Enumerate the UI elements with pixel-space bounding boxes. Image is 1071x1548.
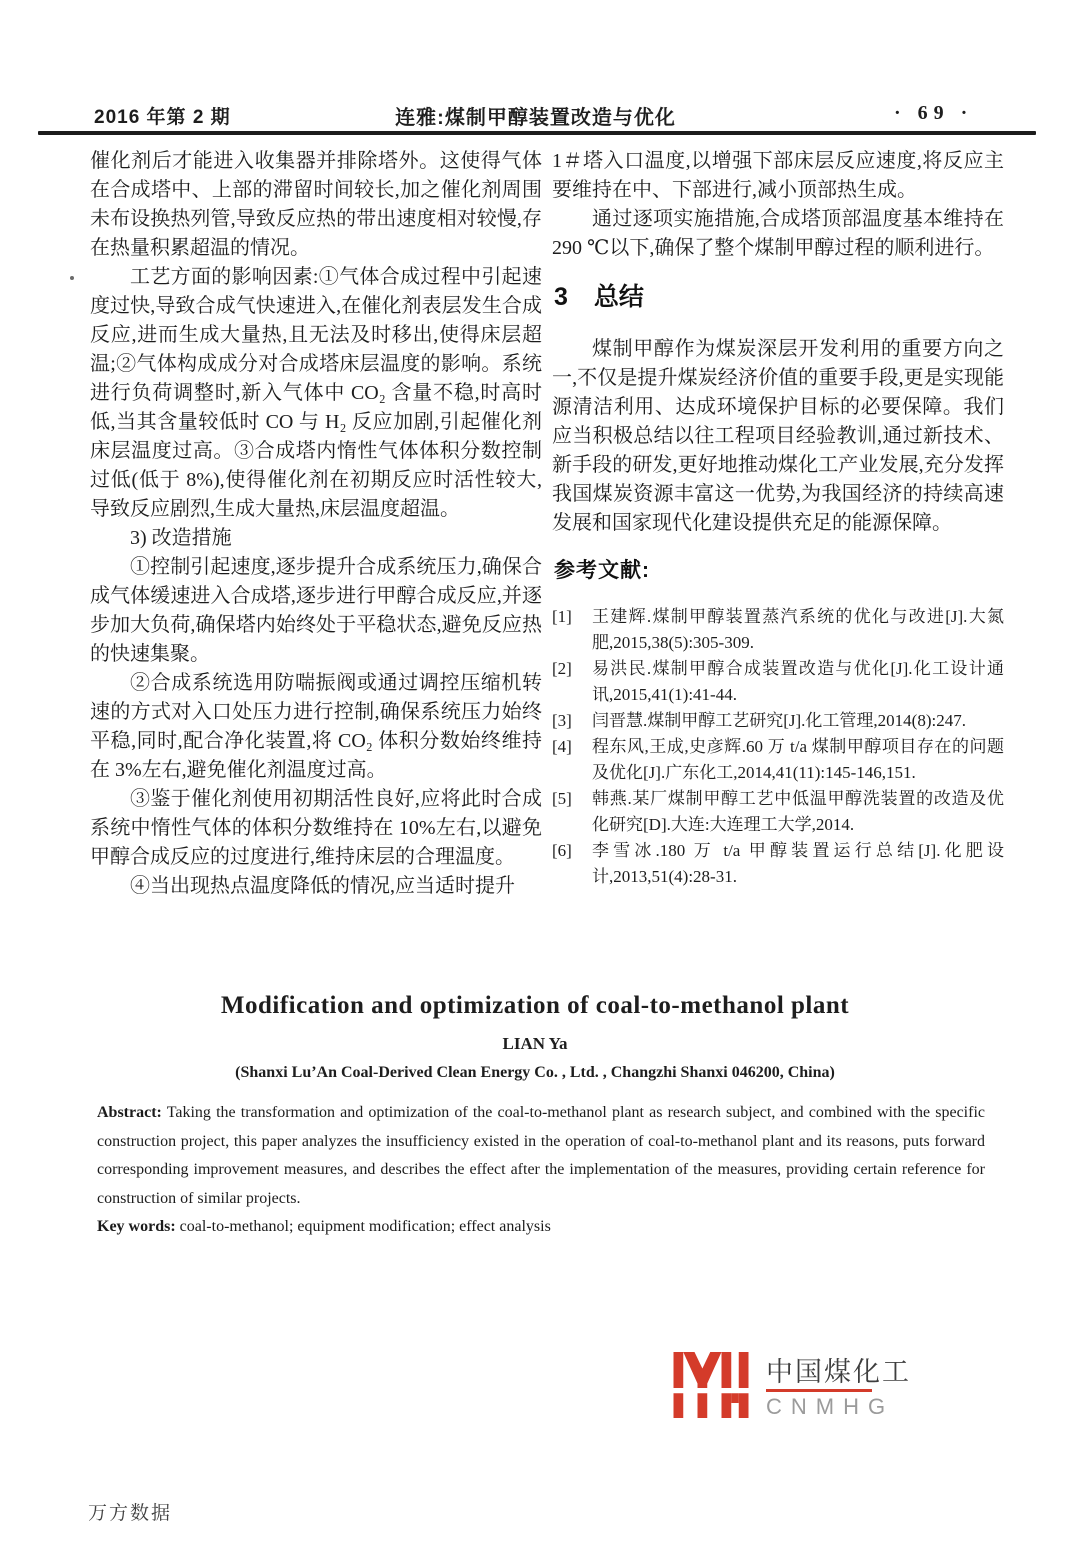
reference-label: [6] — [552, 841, 572, 860]
references-heading: 参考文献: — [554, 559, 650, 582]
reference-label: [3] — [552, 711, 572, 730]
reference-item — [552, 604, 1004, 656]
reference-label: [4] — [552, 737, 572, 756]
body-paragraph: 1＃塔入口温度,以增强下部床层反应速度,将反应主要维持在中、下部进行,减小顶部热生成。 — [552, 150, 1004, 201]
english-affiliation: (Shanxi Lu’An Coal-Derived Clean Energy Co. , Ltd. , Changzhi Shanxi 046200, China) — [235, 1064, 835, 1081]
reference-label: [1] — [552, 607, 572, 626]
section-number: 3 — [554, 283, 568, 311]
keywords-label: Key words: — [97, 1218, 176, 1235]
summary-paragraph: 煤制甲醇作为煤炭深层开发利用的重要方向之一,不仅是提升煤炭经济价值的重要手段,更是实现能源清洁利用、达成环境保护目标的必要保障。我们应当积极总结以往工程项目经验教训,通过新技术、新手段的研发,更好地推动煤化工产业发展,充分发挥我国煤炭资源丰富这一优势,为我国经济的持续高速发展和国家现代化建设提供充足的能源保障。 — [552, 338, 1004, 534]
header-page-number: · 69 · — [894, 102, 974, 124]
scan-speck — [70, 276, 74, 280]
reference-label: [5] — [552, 789, 572, 808]
header-running-title: 连雅:煤制甲醇装置改造与优化 — [395, 107, 676, 129]
logo-text-column — [766, 1352, 911, 1420]
references-list — [552, 604, 1004, 890]
reference-text: 李雪冰.180 万 t/a 甲醇装置运行总结[J].化肥设计,2013,51(4):28-31. — [592, 841, 1004, 886]
body-paragraph: ①控制引起速度,逐步提升合成系统压力,确保合成气体缓速进入合成塔,逐步进行甲醇合成反应,并逐步加大负荷,确保塔内始终处于平稳状态,避免反应热的快速集聚。 — [90, 556, 542, 665]
body-paragraph: ②合成系统选用防喘振阀或通过调控压缩机转速的方式对入口处压力进行控制,确保系统压力始终平稳,同时,配合净化装置,将 CO₂ 体积分数始终维持在 3%左右,避免催化剂温度过高。 — [90, 672, 542, 781]
reference-item — [552, 708, 1004, 734]
reference-text: 程东风,王成,史彦辉.60 万 t/a 煤制甲醇项目存在的问题及优化[J].广东化工,2014,41(11):145-146,151. — [592, 737, 1004, 782]
logo-en-text: CNMHG — [766, 1394, 895, 1419]
keywords-line — [97, 1213, 985, 1242]
cnmhg-logo-icon — [670, 1352, 752, 1418]
logo-cn-text: 中国煤化工 — [766, 1357, 911, 1387]
wanfang-watermark: 万方数据 — [88, 1503, 173, 1524]
abstract-block — [97, 1099, 985, 1242]
reference-text: 韩燕.某厂煤制甲醇工艺中低温甲醇洗装置的改造及优化研究[D].大连:大连理工大学,2014. — [592, 789, 1004, 834]
reference-item — [552, 786, 1004, 838]
left-column — [90, 147, 542, 901]
reference-label: [2] — [552, 659, 572, 678]
keywords-text: coal-to-methanol; equipment modification; effect analysis — [175, 1218, 551, 1235]
right-column — [552, 147, 1004, 890]
logo-red-rule — [766, 1389, 872, 1392]
section-heading-summary — [554, 277, 1004, 313]
body-paragraph: 3) 改造措施 — [130, 527, 232, 549]
english-author: LIAN Ya — [502, 1034, 568, 1053]
body-paragraph: 催化剂后才能进入收集器并排除塔外。这使得气体在合成塔中、上部的滞留时间较长,加之催化剂周围未布设换热列管,导致反应热的带出速度相对较慢,存在热量积累超温的情况。 — [90, 150, 542, 259]
reference-item — [552, 656, 1004, 708]
abstract-paragraph — [97, 1099, 985, 1213]
body-paragraph: ③鉴于催化剂使用初期活性良好,应将此时合成系统中惰性气体的体积分数维持在 10%左右,以避免甲醇合成反应的过度进行,维持床层的合理温度。 — [90, 788, 542, 868]
abstract-text: Taking the transformation and optimization of the coal-to-methanol plant as research subject, and combined with the specific construction project, this paper analyzes the insufficiency existed in the operation of coal-to-methanol plant and its reasons, puts forward corresponding improvement measures, and describes the effect after the implementation of the measures, providing certain reference for construction of similar projects. — [97, 1104, 985, 1207]
body-paragraph: 工艺方面的影响因素:①气体合成过程中引起速度过快,导致合成气快速进入,在催化剂表层发生合成反应,进而生成大量热,且无法及时移出,使得床层超温;②气体构成成分对合成塔床层温度的影响。系统进行负荷调整时,新入气体中 CO₂ 含量不稳,时高时低,当其含量较低时 CO 与 H₂ 反应加剧,引起催化剂床层温度过高。③合成塔内惰性气体体积分数控制过低(低于 8%),使得催化剂在初期反应时活性较大,导致反应剧烈,生成大量热,床层温度超温。 — [90, 266, 542, 520]
reference-item — [552, 734, 1004, 786]
reference-text: 闫晋慧.煤制甲醇工艺研究[J].化工管理,2014(8):247. — [592, 711, 966, 730]
english-section — [60, 992, 1010, 1082]
body-paragraph: 通过逐项实施措施,合成塔顶部温度基本维持在 290 ℃以下,确保了整个煤制甲醇过程的顺利进行。 — [552, 208, 1004, 259]
reference-text: 易洪民.煤制甲醇合成装置改造与优化[J].化工设计通讯,2015,41(1):41-44. — [592, 659, 1004, 704]
header-issue: 2016 年第 2 期 — [94, 107, 231, 128]
section-title: 总结 — [593, 283, 644, 311]
abstract-label: Abstract: — [97, 1104, 162, 1121]
publisher-logo — [670, 1352, 911, 1420]
header-rule — [38, 131, 1036, 135]
reference-text: 王建辉.煤制甲醇装置蒸汽系统的优化与改进[J].大氮肥,2015,38(5):305-309. — [592, 607, 1004, 652]
body-paragraph: ④当出现热点温度降低的情况,应当适时提升 — [130, 875, 515, 897]
reference-item — [552, 838, 1004, 890]
english-title: Modification and optimization of coal-to-methanol plant — [220, 992, 850, 1019]
